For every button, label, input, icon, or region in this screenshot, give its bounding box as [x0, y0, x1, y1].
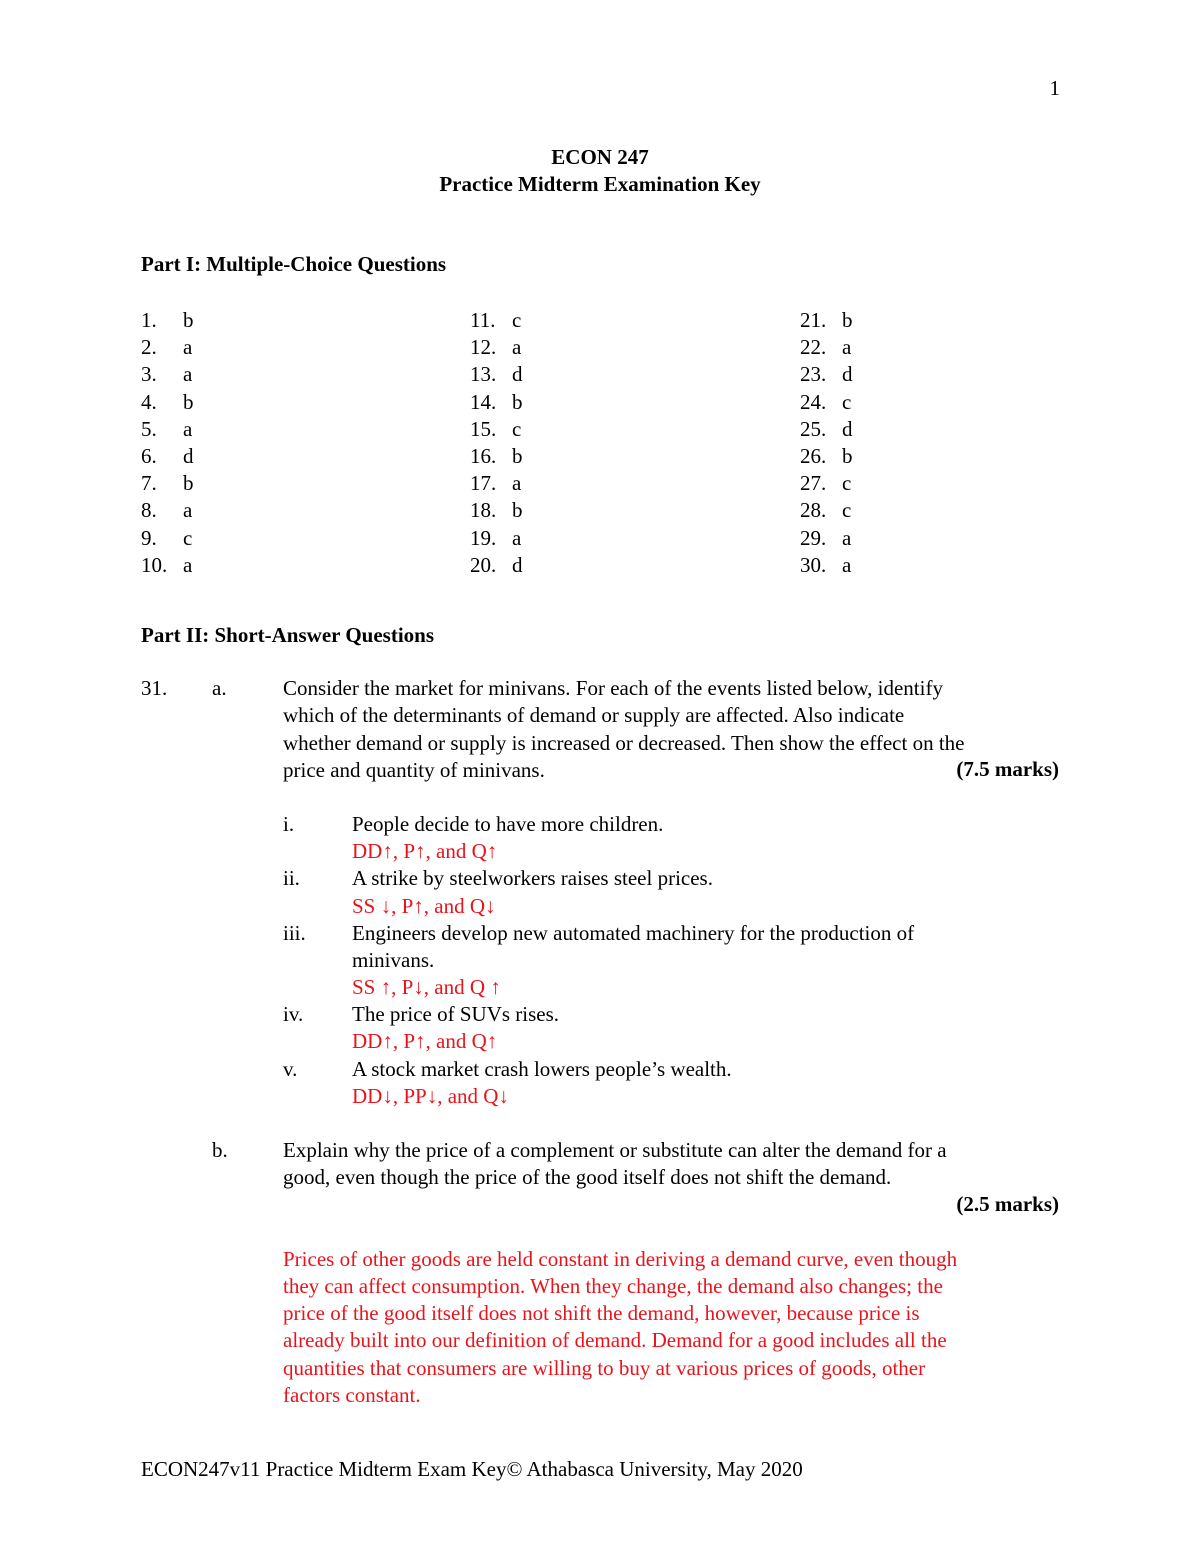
q31a-prompt-line: whether demand or supply is increased or decreased. Then show the effect on the — [283, 731, 965, 755]
q31a-marks: (7.5 marks) — [956, 757, 1059, 781]
mc-item: 2. a — [141, 335, 193, 360]
item-text: A strike by steelworkers raises steel prices. — [352, 866, 713, 890]
mc-item: 13. d — [470, 362, 523, 387]
subquestion-label-b: b. — [212, 1138, 228, 1162]
item-text: A stock market crash lowers people’s wealth. — [352, 1057, 732, 1081]
mc-item: 9. c — [141, 525, 193, 550]
mc-item: 25. d — [800, 416, 853, 441]
page-number: 1 — [1049, 76, 1060, 100]
mc-item: 26. b — [800, 443, 853, 468]
mc-item: 11. c — [470, 308, 522, 332]
item-answer: DD↓, PP↓, and Q↓ — [352, 1084, 509, 1108]
item-label: ii. — [283, 866, 300, 890]
mc-item: 30. a — [800, 552, 852, 577]
mc-column-2 — [470, 307, 523, 579]
document-subtitle: Practice Midterm Examination Key — [439, 172, 761, 196]
item-label: iv. — [283, 1002, 304, 1026]
mc-item: 6. d — [141, 443, 194, 468]
page-footer: ECON247v11 Practice Midterm Exam Key© Athabasca University, May 2020 — [141, 1457, 803, 1481]
mc-item: 27. c — [800, 471, 852, 496]
item-answer: DD↑, P↑, and Q↑ — [352, 1029, 498, 1053]
mc-item: 17. a — [470, 471, 522, 496]
q31b-answer-line: factors constant. — [283, 1383, 421, 1407]
mc-item: 28. c — [800, 498, 852, 523]
q31b-answer-line: quantities that consumers are willing to buy at various prices of goods, other — [283, 1356, 926, 1380]
mc-item: 19. a — [470, 525, 522, 550]
mc-column-3 — [800, 307, 853, 579]
mc-item: 5. a — [141, 416, 193, 441]
q31b-answer-line: they can affect consumption. When they change, the demand also changes; the — [283, 1274, 943, 1298]
item-label: i. — [283, 812, 295, 836]
q31b-answer-line: price of the good itself does not shift the demand, however, because price is — [283, 1301, 920, 1325]
mc-item: 15. c — [470, 416, 522, 441]
mc-item: 23. d — [800, 362, 853, 387]
mc-item: 22. a — [800, 335, 852, 360]
q31b-answer-line: already built into our definition of demand. Demand for a good includes all the — [283, 1328, 947, 1352]
item-text: minivans. — [352, 948, 435, 972]
mc-column-1 — [141, 307, 194, 579]
item-answer: DD↑, P↑, and Q↑ — [352, 839, 498, 863]
mc-item: 7. b — [141, 471, 194, 496]
item-answer: SS ↑, P↓, and Q ↑ — [352, 975, 501, 999]
mc-item: 29. a — [800, 525, 852, 550]
mc-item: 10. a — [141, 552, 193, 577]
item-label: v. — [283, 1057, 298, 1081]
mc-item: 20. d — [470, 552, 523, 577]
subquestion-label-a: a. — [212, 676, 227, 700]
mc-item: 24. c — [800, 389, 852, 414]
item-text: People decide to have more children. — [352, 812, 664, 836]
mc-item: 4. b — [141, 389, 194, 414]
part2-heading: Part II: Short-Answer Questions — [141, 623, 435, 647]
mc-item: 1. b — [141, 308, 194, 332]
item-answer: SS ↓, P↑, and Q↓ — [352, 894, 496, 918]
course-title: ECON 247 — [551, 145, 649, 169]
q31a-prompt-line: Consider the market for minivans. For each of the events listed below, identify — [283, 676, 943, 700]
q31a-prompt-line: which of the determinants of demand or supply are affected. Also indicate — [283, 703, 905, 727]
q31b-marks: (2.5 marks) — [956, 1192, 1059, 1216]
mc-item: 16. b — [470, 443, 523, 468]
mc-item: 18. b — [470, 498, 523, 523]
q31b-answer-line: Prices of other goods are held constant in deriving a demand curve, even though — [283, 1247, 958, 1271]
q31b-prompt-line: Explain why the price of a complement or substitute can alter the demand for a — [283, 1138, 947, 1162]
mc-item: 14. b — [470, 389, 523, 414]
item-text: Engineers develop new automated machinery for the production of — [352, 921, 915, 945]
mc-item: 8. a — [141, 498, 193, 523]
mc-item: 12. a — [470, 335, 522, 360]
mc-item: 21. b — [800, 308, 853, 332]
item-label: iii. — [283, 921, 306, 945]
q31b-prompt-line: good, even though the price of the good itself does not shift the demand. — [283, 1165, 892, 1189]
question-number: 31. — [141, 676, 168, 700]
part1-heading: Part I: Multiple-Choice Questions — [141, 252, 447, 276]
item-text: The price of SUVs rises. — [352, 1002, 560, 1026]
q31a-prompt-line: price and quantity of minivans. — [283, 758, 545, 782]
mc-item: 3. a — [141, 362, 193, 387]
